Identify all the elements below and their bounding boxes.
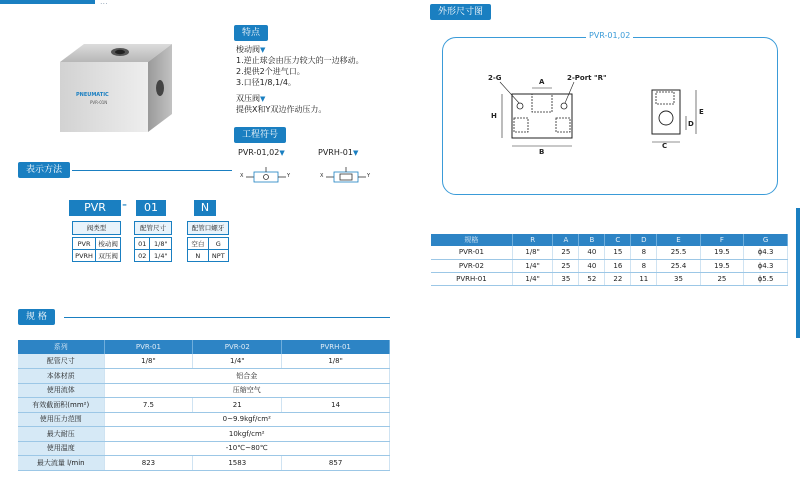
dual-pressure-valve-symbol bbox=[322, 166, 372, 186]
spec-label-max-pressure: 最大耐压 bbox=[18, 427, 104, 442]
table-cell: 0~9.9kgf/cm² bbox=[104, 412, 390, 427]
symbol-x-label: X bbox=[320, 173, 324, 179]
front-view-drawing bbox=[488, 72, 607, 162]
table-row bbox=[18, 456, 390, 471]
label-h: H bbox=[491, 112, 497, 120]
table-cell: 8 bbox=[631, 259, 657, 272]
label-c: C bbox=[662, 142, 668, 150]
dim-head-f: F bbox=[700, 234, 743, 246]
spec-label-temperature: 使用温度 bbox=[18, 441, 104, 456]
table-cell: 7.5 bbox=[104, 398, 193, 413]
product-photo bbox=[48, 36, 180, 136]
dim-head-b: B bbox=[579, 234, 605, 246]
table-cell: 52 bbox=[579, 272, 605, 285]
dual-title-text: 双压阀 bbox=[236, 94, 260, 103]
shuttle-valve-symbol bbox=[242, 166, 292, 186]
table-cell: 21 bbox=[193, 398, 282, 413]
chevron-down-icon: ▼ bbox=[279, 149, 285, 157]
type-desc-pvr: 梭动阀 bbox=[96, 238, 121, 250]
group-size-table bbox=[134, 237, 172, 262]
spec-label-fluid: 使用流体 bbox=[18, 383, 104, 398]
table-cell: ϕ4.3 bbox=[744, 259, 788, 272]
group-type-title: 阀类型 bbox=[72, 221, 121, 235]
table-row bbox=[431, 259, 788, 272]
label-a: A bbox=[539, 78, 545, 86]
side-view-drawing bbox=[648, 86, 708, 156]
table-row bbox=[18, 398, 390, 413]
table-cell: 25 bbox=[553, 259, 579, 272]
dim-head-e: E bbox=[657, 234, 700, 246]
shuttle-title-text: 梭动阀 bbox=[236, 45, 260, 54]
group-thread-title: 配管口螺牙 bbox=[187, 221, 229, 235]
page-edge-marker bbox=[796, 208, 800, 338]
table-row bbox=[18, 354, 390, 369]
type-code-pvrh: PVRH bbox=[73, 250, 96, 262]
dim-head-a: A bbox=[553, 234, 579, 246]
symbol-right-label bbox=[318, 148, 358, 157]
spec-head-series: 系列 bbox=[18, 340, 104, 354]
table-cell: 15 bbox=[605, 246, 631, 259]
spec-label-pressure-range: 使用压力范围 bbox=[18, 412, 104, 427]
label-d: D bbox=[688, 120, 694, 128]
table-cell: 40 bbox=[579, 246, 605, 259]
brand-logo: PNEUMATIC bbox=[76, 92, 109, 98]
spec-label-port-size: 配管尺寸 bbox=[18, 354, 104, 369]
size-code-02: 02 bbox=[135, 250, 150, 262]
spec-label-max-flow: 最大流量 l/min bbox=[18, 456, 104, 471]
table-cell: 823 bbox=[104, 456, 193, 471]
label-e: E bbox=[699, 108, 704, 116]
table-cell: 10kgf/cm² bbox=[104, 427, 390, 442]
table-cell: PVRH-01 bbox=[431, 272, 512, 285]
shuttle-feature-1: 1.逆止球会由压力较大的一边移动。 bbox=[236, 56, 364, 65]
symbol-left-label bbox=[238, 148, 285, 157]
table-row bbox=[18, 369, 390, 384]
dimension-tab: 外形尺寸图 bbox=[430, 4, 491, 20]
label-port-r: 2-Port "R" bbox=[567, 74, 607, 82]
symbol-right-text: PVRH-01 bbox=[318, 148, 353, 157]
table-cell: 8 bbox=[631, 246, 657, 259]
table-row bbox=[18, 412, 390, 427]
code-size-box: 01 bbox=[136, 200, 166, 216]
table-cell: 1/8" bbox=[104, 354, 193, 369]
chevron-down-icon: ▼ bbox=[260, 95, 266, 103]
table-row bbox=[431, 246, 788, 259]
spec-tab: 规 格 bbox=[18, 309, 55, 325]
shuttle-feature-3: 3.口径1/8,1/4。 bbox=[236, 78, 296, 87]
table-cell: PVR-01 bbox=[431, 246, 512, 259]
symbols-tab: 工程符号 bbox=[234, 127, 286, 143]
ordering-tab: 表示方法 bbox=[18, 162, 70, 178]
partial-header-bar bbox=[0, 0, 95, 4]
thread-code-blank: 空白 bbox=[188, 238, 209, 250]
label-2g: 2-G bbox=[488, 74, 502, 82]
spec-label-material: 本体材质 bbox=[18, 369, 104, 384]
table-row bbox=[18, 383, 390, 398]
table-cell: PVR-02 bbox=[431, 259, 512, 272]
features-tab: 特点 bbox=[234, 25, 268, 41]
group-type-table bbox=[72, 237, 121, 262]
code-thread-box: N bbox=[194, 200, 216, 216]
table-cell: 1583 bbox=[193, 456, 282, 471]
dim-head-r: R bbox=[512, 234, 553, 246]
table-cell: ϕ4.3 bbox=[744, 246, 788, 259]
table-row bbox=[431, 272, 788, 285]
table-cell: 19.5 bbox=[700, 246, 743, 259]
dimensions-table bbox=[431, 234, 788, 286]
size-desc-01: 1/8" bbox=[150, 238, 172, 250]
table-cell: 25.4 bbox=[657, 259, 700, 272]
table-cell: 11 bbox=[631, 272, 657, 285]
chevron-down-icon: ▼ bbox=[352, 149, 359, 157]
table-cell: -10℃~80℃ bbox=[104, 441, 390, 456]
size-code-01: 01 bbox=[135, 238, 150, 250]
type-code-pvr: PVR bbox=[73, 238, 96, 250]
table-cell: 25 bbox=[553, 246, 579, 259]
table-cell: 铝合金 bbox=[104, 369, 390, 384]
symbol-left-text: PVR-01,02 bbox=[238, 148, 280, 157]
symbol-y-label: Y bbox=[367, 173, 371, 179]
spec-rule bbox=[64, 317, 390, 318]
spec-label-area: 有效截面积(mm²) bbox=[18, 398, 104, 413]
dim-head-d: D bbox=[631, 234, 657, 246]
table-cell: 25.5 bbox=[657, 246, 700, 259]
thread-code-n: N bbox=[188, 250, 209, 262]
code-type-box: PVR bbox=[69, 200, 121, 216]
spec-head-pvrh01: PVRH-01 bbox=[282, 340, 390, 354]
label-b: B bbox=[539, 148, 545, 156]
table-cell: 1/4" bbox=[512, 259, 553, 272]
table-cell: 14 bbox=[282, 398, 390, 413]
table-cell: 16 bbox=[605, 259, 631, 272]
table-cell: 1/8" bbox=[282, 354, 390, 369]
size-desc-02: 1/4" bbox=[150, 250, 172, 262]
dual-feature-1: 提供X和Y双边作动压力。 bbox=[236, 105, 327, 114]
table-cell: 1/4" bbox=[512, 272, 553, 285]
symbol-x-label: X bbox=[240, 173, 244, 179]
table-cell: 1/4" bbox=[193, 354, 282, 369]
dimensions-header-row bbox=[431, 234, 788, 246]
thread-desc-npt: NPT bbox=[208, 250, 228, 262]
thread-desc-g: G bbox=[208, 238, 228, 250]
table-cell: 857 bbox=[282, 456, 390, 471]
ordering-rule bbox=[72, 170, 232, 171]
code-dash: - bbox=[122, 197, 128, 213]
dim-head-c: C bbox=[605, 234, 631, 246]
shuttle-feature-2: 2.提供2个进气口。 bbox=[236, 67, 305, 76]
spec-head-pvr02: PVR-02 bbox=[193, 340, 282, 354]
chevron-down-icon: ▼ bbox=[260, 46, 266, 54]
dimension-frame-label: PVR-01,02 bbox=[586, 31, 633, 40]
table-row bbox=[18, 427, 390, 442]
table-cell: 25 bbox=[700, 272, 743, 285]
table-cell: 19.5 bbox=[700, 259, 743, 272]
type-desc-pvrh: 双压阀 bbox=[96, 250, 121, 262]
dim-head-g: G bbox=[744, 234, 788, 246]
spec-header-row bbox=[18, 340, 390, 354]
spec-table bbox=[18, 340, 390, 471]
partial-header-text: ... bbox=[100, 0, 108, 6]
dim-head-spec: 规格 bbox=[431, 234, 512, 246]
spec-head-pvr01: PVR-01 bbox=[104, 340, 193, 354]
group-size-title: 配管尺寸 bbox=[134, 221, 172, 235]
symbol-y-label: Y bbox=[287, 173, 291, 179]
table-row bbox=[18, 441, 390, 456]
group-thread-table bbox=[187, 237, 229, 262]
product-model: PVR-01N bbox=[90, 100, 108, 105]
table-cell: 40 bbox=[579, 259, 605, 272]
table-cell: 1/8" bbox=[512, 246, 553, 259]
table-cell: ϕ5.5 bbox=[744, 272, 788, 285]
table-cell: 35 bbox=[657, 272, 700, 285]
table-cell: 22 bbox=[605, 272, 631, 285]
table-cell: 压缩空气 bbox=[104, 383, 390, 398]
table-cell: 35 bbox=[553, 272, 579, 285]
